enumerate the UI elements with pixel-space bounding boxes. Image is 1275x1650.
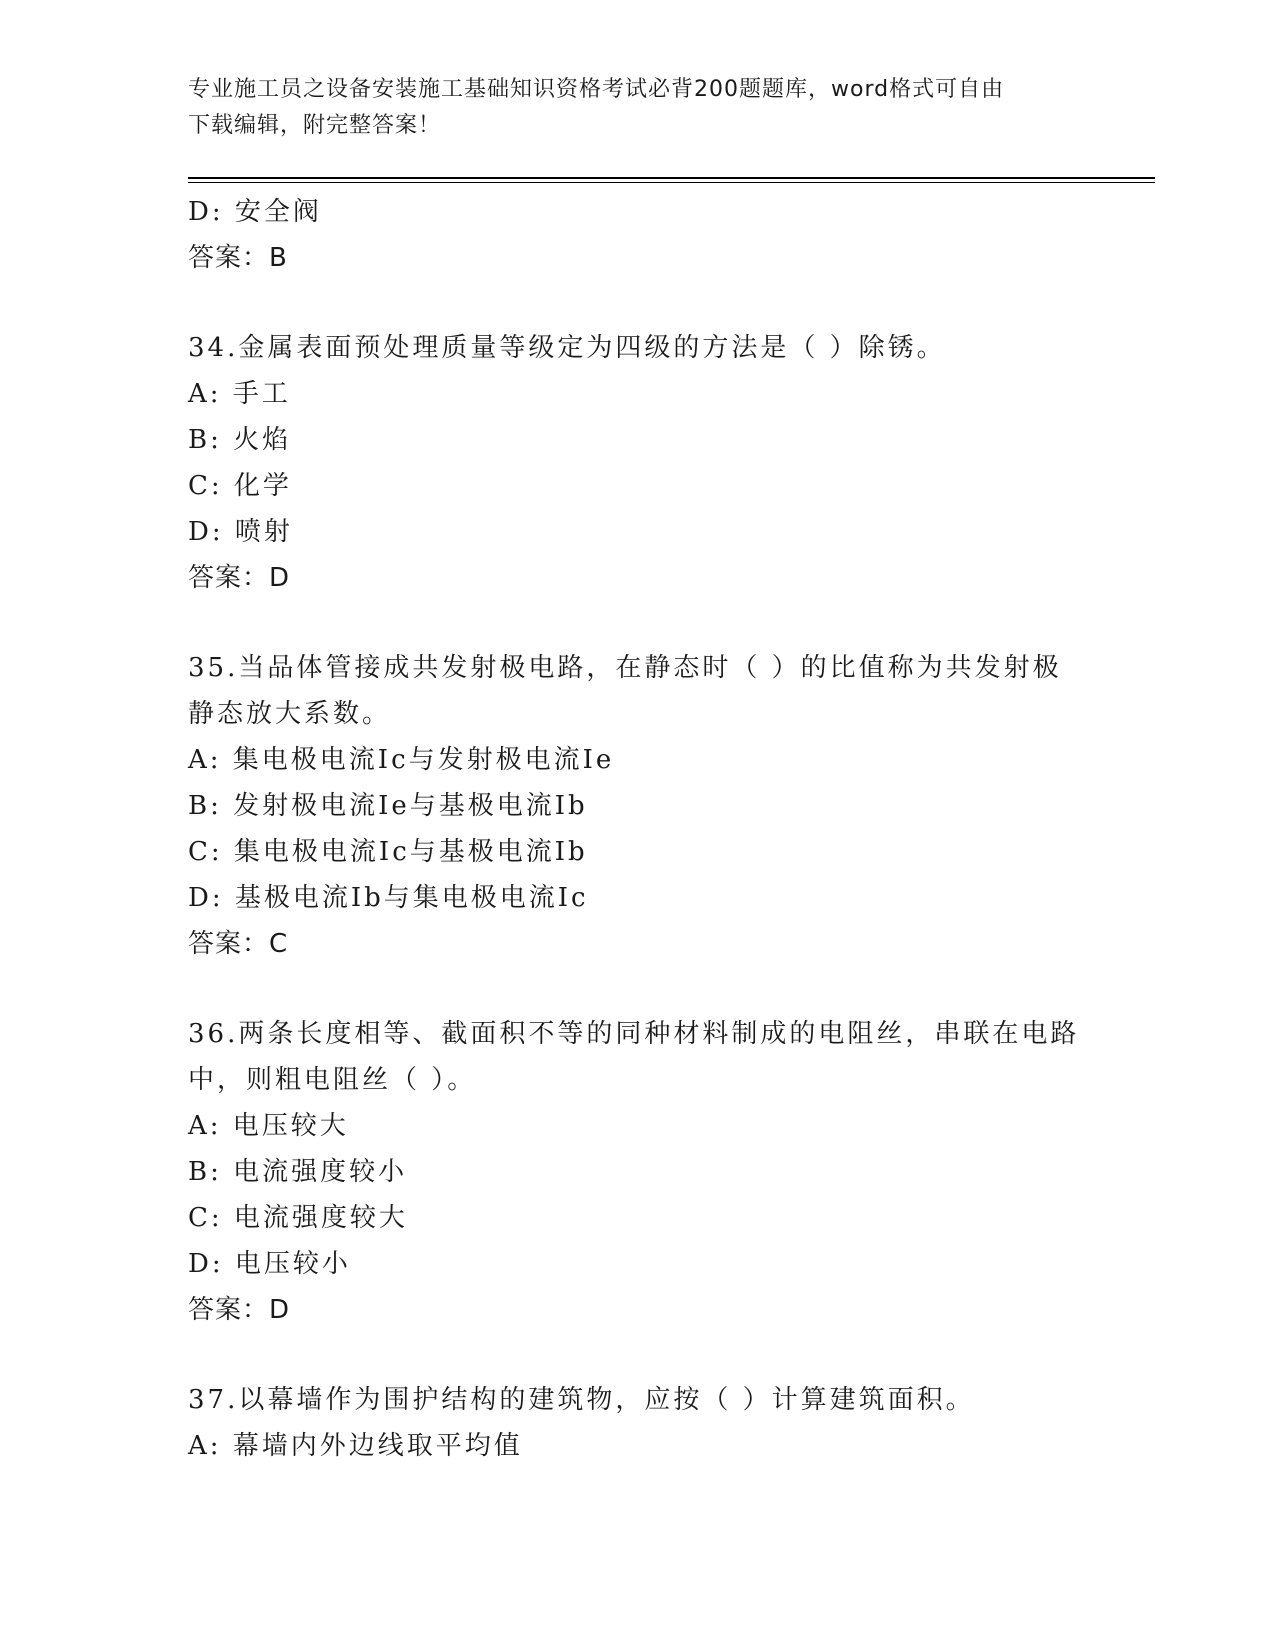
option-b: B: 火焰	[188, 425, 292, 455]
question-stem: 37.以幕墙作为围护结构的建筑物，应按（ ）计算建筑面积。	[188, 1385, 975, 1415]
question-block-34	[188, 325, 1088, 601]
question-stem-line-2: 中，则粗电阻丝（ ）。	[188, 1065, 477, 1095]
header-title-line-1: 专业施工员之设备安装施工基础知识资格考试必背200题题库，word格式可自由	[188, 77, 1005, 102]
option-a: A: 集电极电流Ic与发射极电流Ie	[188, 745, 615, 775]
question-block-36	[188, 1011, 1088, 1333]
option-c: C: 化学	[188, 471, 292, 501]
spacer	[188, 967, 1088, 1011]
option-b: B: 发射极电流Ie与基极电流Ib	[188, 791, 588, 821]
answer-line: 答案：C	[188, 929, 289, 959]
question-stem-line-1: 35.当品体管接成共发射极电路，在静态时（ ）的比值称为共发射极	[188, 653, 1062, 683]
document-header	[188, 72, 1068, 144]
question-stem: 34.金属表面预处理质量等级定为四级的方法是（ ）除锈。	[188, 333, 946, 363]
option-d: D: 喷射	[188, 517, 293, 547]
question-stem-line-2: 静态放大系数。	[188, 699, 392, 729]
option-b: B: 电流强度较小	[188, 1157, 408, 1187]
question-block-35	[188, 645, 1088, 967]
spacer	[188, 281, 1088, 325]
spacer	[188, 1333, 1088, 1377]
header-divider-thin	[188, 182, 1155, 183]
answer-line: 答案：D	[188, 563, 291, 593]
question-content	[188, 189, 1088, 1469]
option-a: A: 手工	[188, 379, 291, 409]
question-stem-line-1: 36.两条长度相等、截面积不等的同种材料制成的电阻丝，串联在电路	[188, 1019, 1080, 1049]
option-d: D: 基极电流Ib与集电极电流Ic	[188, 883, 589, 913]
option-c: C: 电流强度较大	[188, 1203, 408, 1233]
answer-line: 答案：B	[188, 243, 288, 273]
spacer	[188, 601, 1088, 645]
option-d: D: 电压较小	[188, 1249, 351, 1279]
header-title-line-2: 下载编辑，附完整答案！	[188, 113, 442, 138]
question-block-33-tail	[188, 189, 1088, 281]
header-divider-thick	[188, 177, 1155, 179]
option-a: A: 电压较大	[188, 1111, 349, 1141]
question-block-37	[188, 1377, 1088, 1469]
option-d: D: 安全阀	[188, 197, 322, 227]
option-c: C: 集电极电流Ic与基极电流Ib	[188, 837, 588, 867]
option-a: A: 幕墙内外边线取平均值	[188, 1431, 523, 1461]
answer-line: 答案：D	[188, 1295, 291, 1325]
